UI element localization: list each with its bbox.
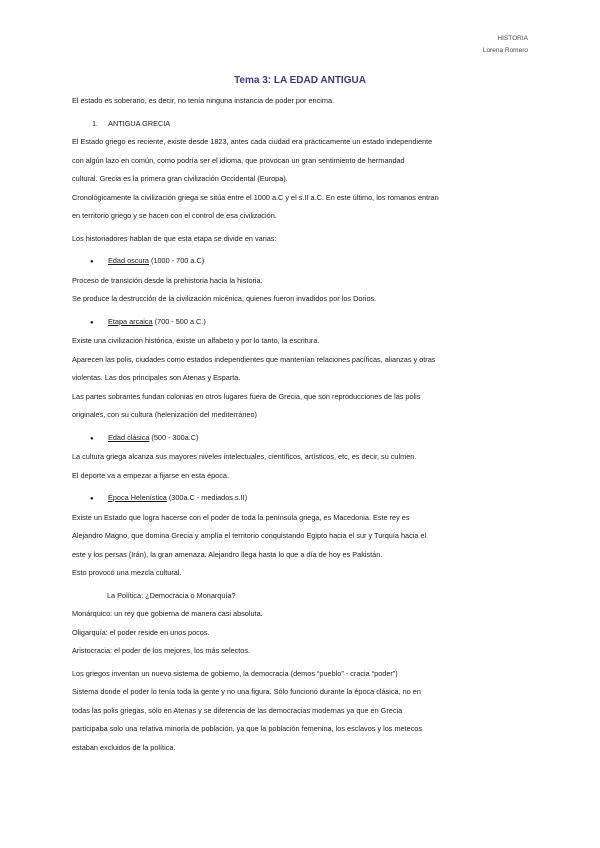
period-line: El deporte va a empezar a fijarse en esta época. [72, 470, 229, 480]
period-name: Época Helenística [108, 493, 167, 502]
period-line: Esto provocó una mezcla cultural. [72, 568, 182, 577]
period-line: violentas. Las dos principales son Atenas y Esparta. [72, 373, 241, 382]
democracia-line: estaban excluidos de la política. [72, 742, 176, 752]
bullet-icon: ● [90, 496, 94, 502]
period-dates: (700 - 500 a.C.) [152, 316, 206, 326]
section-title: ANTIGUA GRECIA [108, 118, 171, 128]
period-line: Existe una civilización histórica, existe un alfabeto y por lo tanto, la escritura. [72, 336, 320, 345]
politica-line: Aristocracia: el poder de los mejores, los más selectos. [72, 646, 251, 655]
democracia-line: Los griegos inventan un nuevo sistema de gobierno, la democracia (demos “pueblo” - cracia “poder”) [72, 668, 398, 678]
period-line: Existe un Estado que logra hacerse con el poder de toda la península griega, es Macedonia. Este rey es [72, 512, 410, 522]
grecia-line-2: con algún lazo en común, como podría ser el idioma, que provocan un gran sentimiento de hermandad [72, 155, 405, 165]
grecia-line-6: Los historiadores hablan de que esta etapa se divide en varias: [72, 233, 277, 243]
document-body [72, 92, 530, 757]
period-line: La cultura griega alcanza sus mayores niveles intelectuales, científicos, artísticos, etc, es decir, su culmen. [72, 452, 417, 461]
period-dates: (1000 - 700 a.C) [148, 256, 205, 265]
grecia-line-3: cultural. Grecia es la primera gran civilización Occidental (Europa). [72, 174, 288, 183]
period-line: Se produce la destrucción de la civilización micénica, quienes fueron invadidos por los Dorios. [72, 294, 377, 303]
grecia-line-4: Cronológicamente la civilización griega se sitúa entre el 1000 a.C y el s.II a.C. En este último, los romanos entran [72, 192, 439, 202]
bullet-icon: ● [90, 435, 94, 442]
section-heading [72, 115, 530, 134]
grecia-line-5: en territorio griego y se hacen con el control de esa civilización. [72, 211, 277, 220]
period-line: originales, con su cultura (helenización del mediterráneo) [72, 410, 257, 419]
grecia-line-1: El Estado griego es reciente, existe desde 1823, antes cada ciudad era prácticamente un estado independiente [72, 137, 433, 146]
section-number: 1. [92, 118, 99, 128]
intro-paragraph: El estado es soberano, es decir, no tenía ninguna instancia de poder por encima. [72, 96, 335, 105]
document-title: Tema 3: LA EDAD ANTIGUA [234, 75, 366, 86]
period-dates: (500 - 300a.C) [149, 432, 199, 442]
period-line: Alejandro Magno, que domina Grecia y amplía el territorio conquistando Egipto hacia el sur y Turquía hacia el [72, 531, 427, 540]
period-name: Edad clásica [108, 432, 150, 442]
period-line: este y los persas (Irán), la gran amenaza. Alejandro llega hasta lo que a día de hoy es Pakistán. [72, 549, 383, 559]
header-subject: HISTORIA [497, 35, 528, 42]
period-dates: (300a.C - mediados s.II) [166, 493, 248, 502]
period-heading [72, 489, 530, 509]
period-line: Aparecen las polis, ciudades como estados independientes que mantenían relaciones pacíficas, alianzas y otras [72, 354, 436, 364]
period-heading [72, 252, 530, 272]
politica-heading: La Política: ¿Democracia o Monarquía? [107, 590, 236, 600]
bullet-icon: ● [90, 319, 94, 326]
democracia-line: todas las polis griegas, sólo en Atenas y se diferencia de las democracias modernas ya que en Grecia [72, 705, 403, 715]
header-author: Lorena Romero [482, 47, 528, 54]
period-name: Edad oscura [108, 256, 149, 265]
period-heading [72, 313, 530, 333]
period-line: Proceso de transición desde la prehistoria hacia la historia. [72, 275, 263, 285]
period-name: Etapa arcaica [108, 316, 153, 326]
democracia-line: Sistema donde el poder lo tenía toda la gente y no una figura. Sólo funcionó durante la época clásica, no en [72, 687, 421, 696]
period-line: Las partes sobrantes fundan colonias en otros lugares fuera de Grecia, que son reproducciones de las polis [72, 391, 421, 401]
politica-line: Oligarquía: el poder reside en unos pocos. [72, 627, 210, 637]
politica-line: Monárquico: un rey que gobierna de manera casi absoluta. [72, 609, 263, 618]
bullet-icon: ● [90, 259, 94, 265]
period-heading [72, 429, 530, 449]
democracia-line: participaba solo una relativa minoría de población, ya que la población femenina, los esclavos y los metecos [72, 724, 423, 733]
page-header [483, 33, 528, 57]
